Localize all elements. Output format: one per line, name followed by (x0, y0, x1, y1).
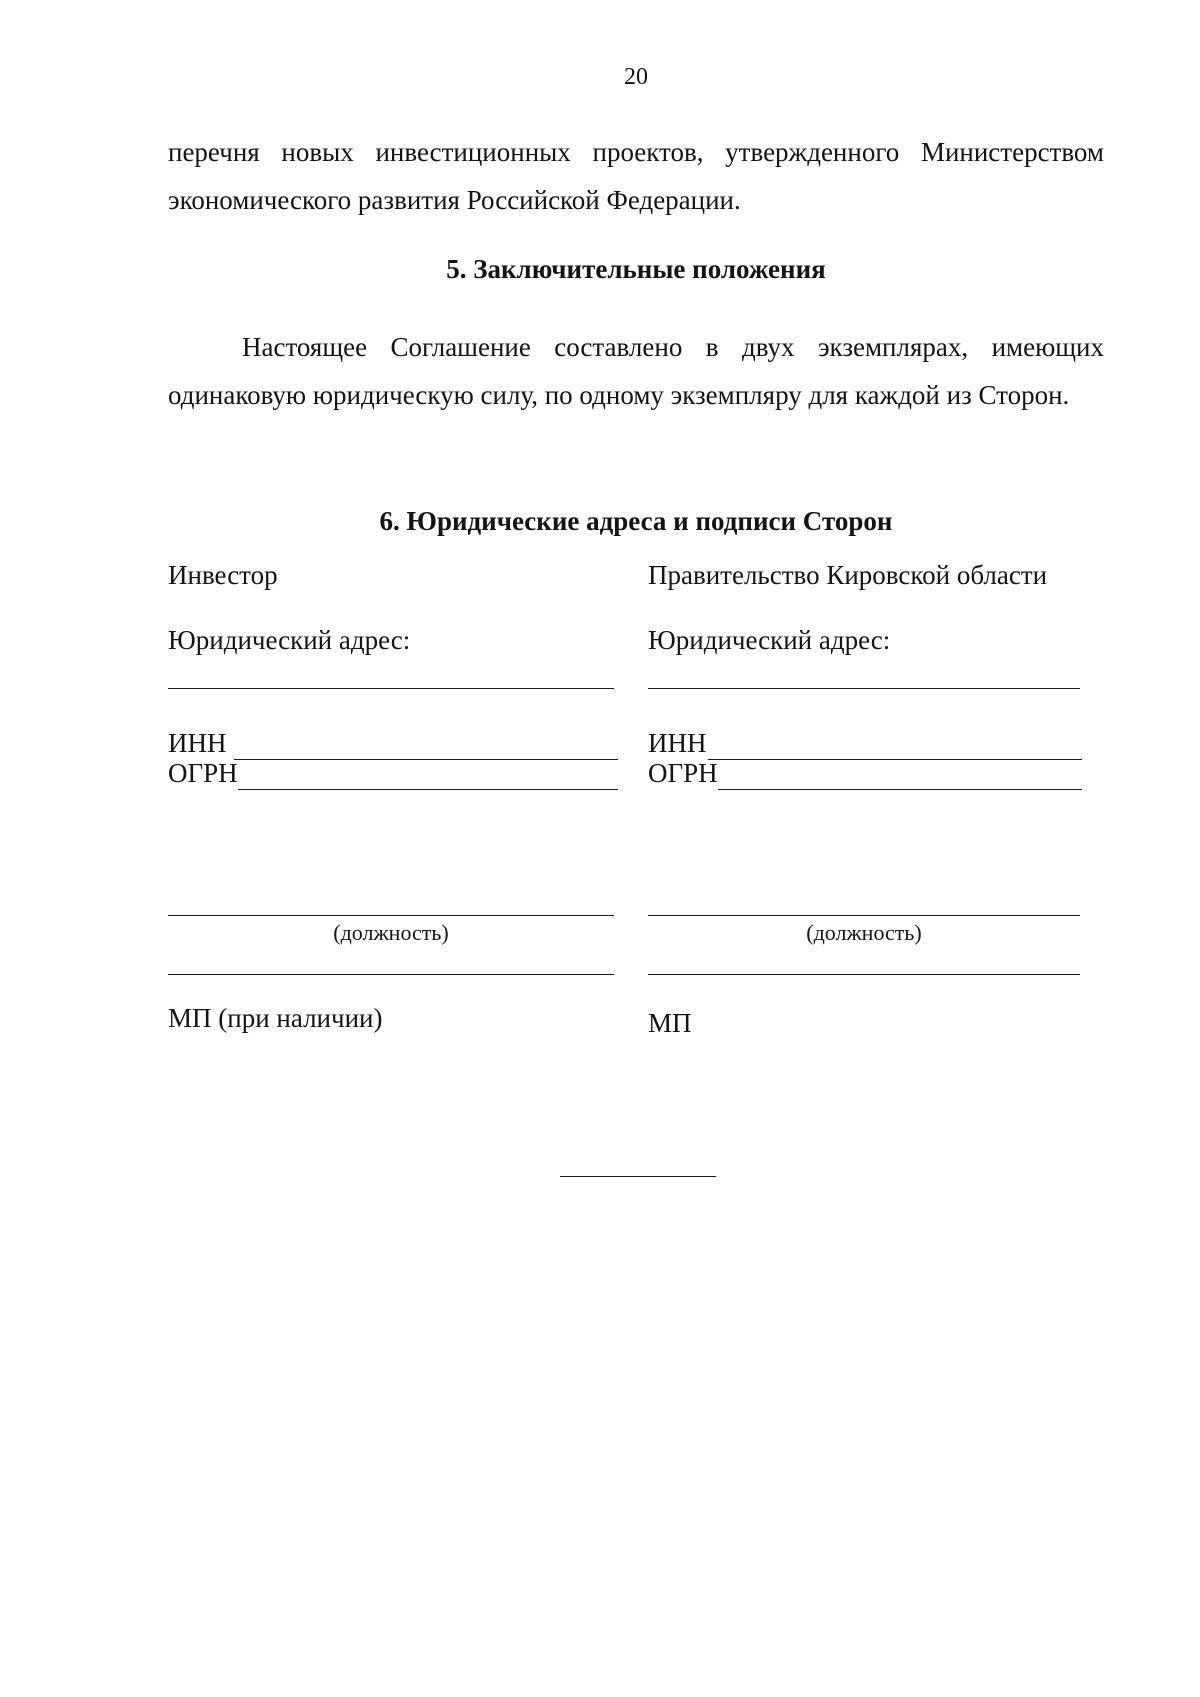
investor-position-caption: (должность) (333, 920, 449, 945)
government-position-line[interactable] (648, 915, 1080, 916)
government-signature-line[interactable] (648, 974, 1080, 975)
section-6-heading: 6. Юридические адреса и подписи Сторон (379, 506, 893, 536)
investor-block (168, 560, 618, 1060)
government-ogrn-label: ОГРН (648, 758, 718, 788)
investor-address-line[interactable] (168, 688, 614, 689)
investor-signature-line[interactable] (168, 974, 614, 975)
government-stamp-label: МП (648, 1008, 692, 1038)
government-inn-label: ИНН (648, 728, 707, 758)
section-5-heading: 5. Заключительные положения (446, 254, 826, 284)
government-position-caption: (должность) (806, 920, 922, 945)
investor-address-label: Юридический адрес: (168, 625, 411, 655)
continuation-paragraph: перечня новых инвестиционных проектов, утвержденного Министерством экономического развития Российской Федерации. (168, 137, 1104, 215)
government-block (648, 560, 1098, 1060)
investor-ogrn-line (238, 789, 618, 790)
investor-position-line[interactable] (168, 915, 614, 916)
investor-ogrn-label: ОГРН (168, 758, 238, 788)
investor-inn-label: ИНН (168, 728, 227, 758)
investor-stamp-label: МП (при наличии) (168, 1003, 383, 1033)
government-party-name: Правительство Кировской области (648, 560, 1048, 590)
government-ogrn-line (718, 789, 1082, 790)
investor-ogrn-field[interactable] (168, 758, 618, 792)
page-number: 20 (624, 64, 648, 90)
document-end-line (560, 1176, 716, 1177)
government-address-label: Юридический адрес: (648, 625, 891, 655)
government-ogrn-field[interactable] (648, 758, 1082, 792)
investor-party-name: Инвестор (168, 560, 278, 590)
government-address-line[interactable] (648, 688, 1080, 689)
government-inn-field[interactable] (648, 728, 1082, 762)
section-5-paragraph: Настоящее Соглашение составлено в двух экземплярах, имеющих одинаковую юридическую силу, по одному экземпляру для каждой из Сторон. (168, 332, 1104, 410)
investor-inn-field[interactable] (168, 728, 618, 762)
